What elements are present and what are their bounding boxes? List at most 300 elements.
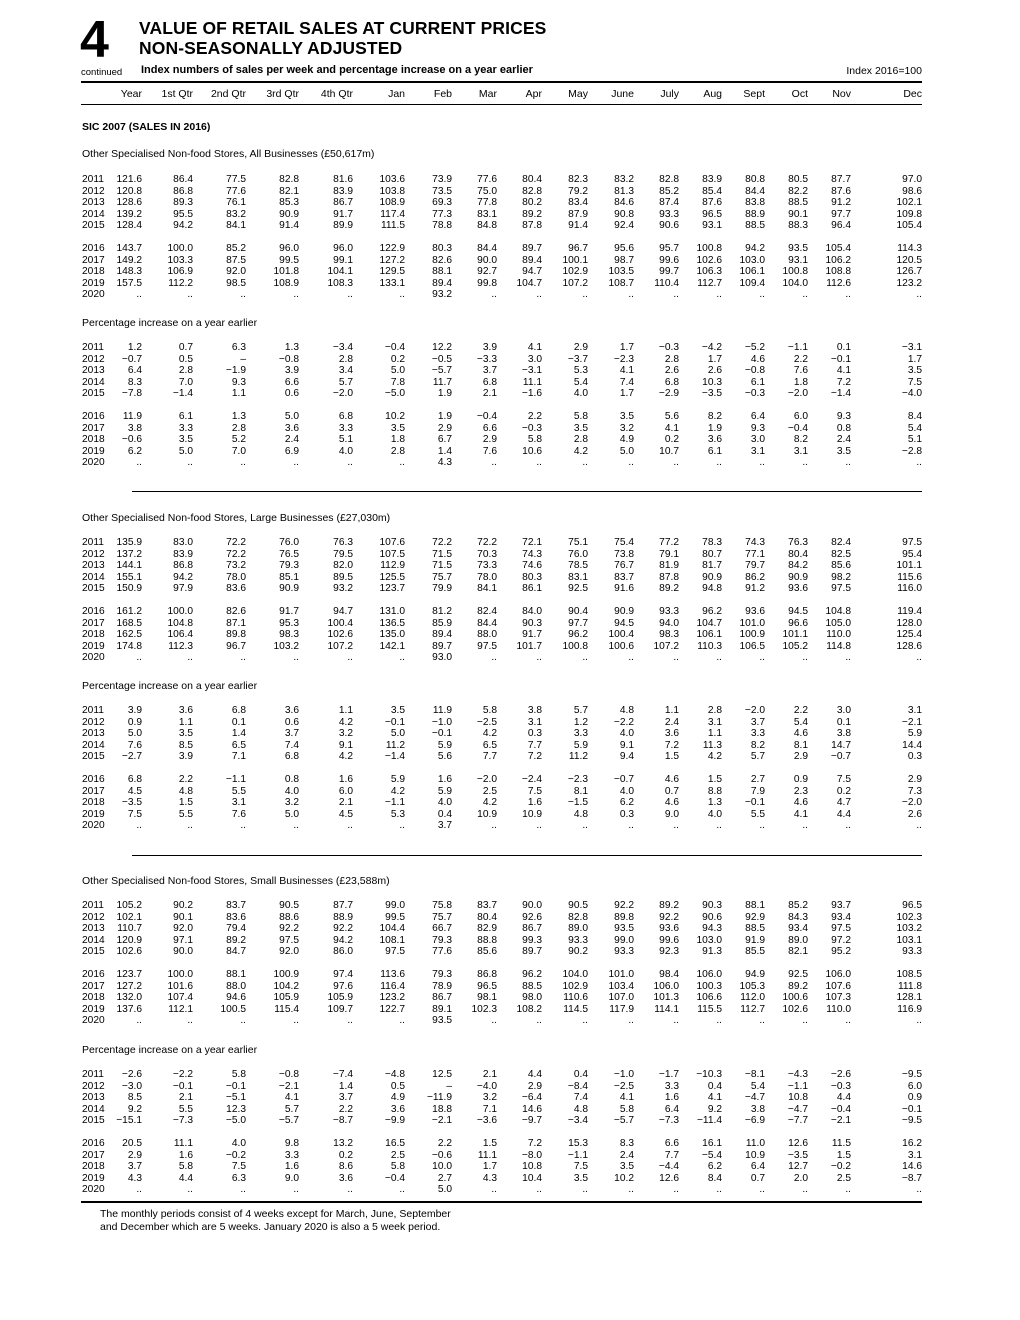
value-cell: −5.2 xyxy=(744,342,765,353)
value-cell: 157.5 xyxy=(116,277,142,289)
value-cell: 1.7 xyxy=(619,388,634,400)
value-cell: 2.2 xyxy=(793,705,808,716)
value-cell: 3.4 xyxy=(338,365,353,377)
value-cell: .. xyxy=(399,1184,405,1196)
value-cell: −5.4 xyxy=(701,1149,722,1161)
value-cell: 86.8 xyxy=(477,968,497,980)
value-cell: −2.0 xyxy=(744,705,765,716)
value-cell: 6.8 xyxy=(338,410,353,422)
value-cell: 112.1 xyxy=(168,1003,193,1015)
value-cell: −0.1 xyxy=(901,1103,922,1115)
value-cell: 96.0 xyxy=(333,242,353,254)
value-cell: 10.0 xyxy=(432,1161,452,1173)
value-cell: 6.4 xyxy=(750,410,765,422)
value-cell: 16.2 xyxy=(902,1137,922,1149)
value-cell: 89.9 xyxy=(333,220,353,232)
value-cell: 78.3 xyxy=(702,537,722,548)
value-cell: 7.3 xyxy=(907,785,922,797)
value-cell: 92.5 xyxy=(568,583,588,595)
value-cell: 7.9 xyxy=(750,785,765,797)
value-cell: −2.2 xyxy=(172,1069,193,1080)
year-cell: 2012 xyxy=(82,548,105,560)
value-cell: 4.0 xyxy=(338,445,353,457)
value-cell: .. xyxy=(399,820,405,832)
value-cell: 1.6 xyxy=(338,773,353,785)
value-cell: −2.7 xyxy=(121,751,142,763)
value-cell: 20.5 xyxy=(122,1137,142,1149)
value-cell: −0.1 xyxy=(431,728,452,740)
value-cell: 86.2 xyxy=(745,571,765,583)
value-cell: .. xyxy=(673,652,679,664)
value-cell: 3.9 xyxy=(482,342,497,353)
value-cell: 1.7 xyxy=(482,1161,497,1173)
value-cell: −3.3 xyxy=(476,353,497,365)
value-cell: 98.2 xyxy=(831,571,851,583)
value-cell: 114.1 xyxy=(654,1003,679,1015)
value-cell: .. xyxy=(759,1015,765,1027)
value-cell: 74.6 xyxy=(522,560,542,572)
value-cell: 7.5 xyxy=(907,376,922,388)
value-cell: 92.0 xyxy=(173,923,193,935)
value-cell: 0.9 xyxy=(127,716,142,728)
value-cell: 8.6 xyxy=(338,1161,353,1173)
column-header: Jan xyxy=(388,88,405,100)
value-cell: −2.9 xyxy=(658,388,679,400)
value-cell: .. xyxy=(491,1184,497,1196)
value-cell: 87.1 xyxy=(226,617,246,629)
value-cell: −4.7 xyxy=(744,1092,765,1104)
value-cell: 71.5 xyxy=(432,548,452,560)
value-cell: 110.4 xyxy=(654,277,679,289)
value-cell: 1.2 xyxy=(127,342,142,353)
value-cell: 116.9 xyxy=(897,1003,922,1015)
column-header: 2nd Qtr xyxy=(210,88,246,100)
value-cell: 96.2 xyxy=(702,605,722,617)
value-cell: 103.5 xyxy=(608,266,634,278)
value-cell: .. xyxy=(628,457,634,469)
section-divider xyxy=(132,855,922,856)
value-cell: 100.5 xyxy=(220,1003,246,1015)
value-cell: 93.2 xyxy=(333,583,353,595)
value-cell: 112.9 xyxy=(380,560,405,572)
value-cell: 98.7 xyxy=(614,254,634,266)
value-cell: −0.6 xyxy=(431,1149,452,1161)
value-cell: .. xyxy=(582,820,588,832)
value-cell: 81.2 xyxy=(432,605,452,617)
value-cell: 82.4 xyxy=(831,537,851,548)
value-cell: 106.5 xyxy=(739,640,765,652)
value-cell: 1.5 xyxy=(836,1149,851,1161)
value-cell: 82.4 xyxy=(477,605,497,617)
column-header: Sept xyxy=(743,88,765,100)
value-cell: 90.3 xyxy=(522,617,542,629)
value-cell: 9.3 xyxy=(750,422,765,434)
value-cell: −5.1 xyxy=(225,1092,246,1104)
value-cell: −3.5 xyxy=(787,1149,808,1161)
value-cell: 128.0 xyxy=(896,617,922,629)
value-cell: 91.2 xyxy=(831,197,851,209)
value-cell: −0.4 xyxy=(384,342,405,353)
value-cell: 4.9 xyxy=(619,434,634,446)
value-cell: −2.3 xyxy=(613,353,634,365)
value-cell: 6.6 xyxy=(482,422,497,434)
value-cell: 83.1 xyxy=(477,208,497,220)
value-cell: 114.5 xyxy=(563,1003,588,1015)
value-cell: 1.4 xyxy=(338,1080,353,1092)
value-cell: 2.3 xyxy=(793,785,808,797)
value-cell: −0.3 xyxy=(521,422,542,434)
value-cell: 4.1 xyxy=(664,422,679,434)
value-cell: 94.8 xyxy=(702,583,722,595)
value-cell: 103.2 xyxy=(273,640,299,652)
value-cell: .. xyxy=(136,652,142,664)
year-cell: 2016 xyxy=(82,773,105,785)
value-cell: 79.4 xyxy=(226,923,246,935)
value-cell: 0.7 xyxy=(178,342,193,353)
value-cell: 3.3 xyxy=(573,728,588,740)
value-cell: 93.5 xyxy=(788,242,808,254)
value-cell: 83.9 xyxy=(333,185,353,197)
value-cell: 83.0 xyxy=(173,537,193,548)
value-cell: 0.6 xyxy=(284,716,299,728)
value-cell: 72.2 xyxy=(226,537,246,548)
value-cell: 120.9 xyxy=(116,934,142,946)
value-cell: 108.2 xyxy=(516,1003,542,1015)
value-cell: 12.2 xyxy=(432,342,452,353)
pct-label-all: Percentage increase on a year earlier xyxy=(82,317,258,329)
value-cell: 100.9 xyxy=(739,629,765,641)
value-cell: 72.2 xyxy=(477,537,497,548)
value-cell: 127.2 xyxy=(116,980,142,992)
value-cell: 0.2 xyxy=(836,785,851,797)
value-cell: 83.2 xyxy=(226,208,246,220)
value-cell: 8.3 xyxy=(127,376,142,388)
value-cell: .. xyxy=(582,289,588,301)
value-cell: 4.6 xyxy=(664,773,679,785)
value-cell: 89.7 xyxy=(522,946,542,958)
value-cell: 92.5 xyxy=(788,968,808,980)
value-cell: −0.8 xyxy=(278,1069,299,1080)
value-cell: .. xyxy=(536,1015,542,1027)
value-cell: 1.3 xyxy=(707,797,722,809)
value-cell: 107.0 xyxy=(608,992,634,1004)
value-cell: 96.5 xyxy=(902,900,922,911)
value-cell: 10.8 xyxy=(788,1092,808,1104)
value-cell: −0.7 xyxy=(613,773,634,785)
value-cell: 98.0 xyxy=(522,992,542,1004)
value-cell: 7.2 xyxy=(527,751,542,763)
value-cell: 11.2 xyxy=(385,739,405,751)
value-cell: 91.3 xyxy=(702,946,722,958)
year-cell: 2011 xyxy=(82,900,104,911)
value-cell: .. xyxy=(673,1015,679,1027)
value-cell: 112.0 xyxy=(740,992,765,1004)
value-cell: 76.3 xyxy=(788,537,808,548)
value-cell: −0.1 xyxy=(172,1080,193,1092)
value-cell: 73.9 xyxy=(432,174,452,185)
value-cell: 1.4 xyxy=(231,728,246,740)
value-cell: .. xyxy=(628,1015,634,1027)
value-cell: 5.8 xyxy=(527,434,542,446)
value-cell: 11.9 xyxy=(432,705,452,716)
value-cell: 16.1 xyxy=(702,1137,722,1149)
value-cell: 3.7 xyxy=(750,716,765,728)
value-cell: 93.6 xyxy=(659,923,679,935)
value-cell: −0.1 xyxy=(830,353,851,365)
value-cell: −9.5 xyxy=(901,1115,922,1127)
value-cell: 100.0 xyxy=(167,605,193,617)
value-cell: 106.2 xyxy=(825,254,851,266)
value-cell: 4.0 xyxy=(707,808,722,820)
value-cell: .. xyxy=(716,457,722,469)
value-cell: 89.1 xyxy=(432,1003,452,1015)
value-cell: 95.5 xyxy=(173,208,193,220)
value-cell: .. xyxy=(759,289,765,301)
year-cell: 2012 xyxy=(82,353,105,365)
value-cell: −0.6 xyxy=(121,434,142,446)
value-cell: 1.7 xyxy=(707,353,722,365)
value-cell: 66.7 xyxy=(432,923,452,935)
value-cell: −2.0 xyxy=(787,388,808,400)
value-cell: 92.6 xyxy=(522,911,542,923)
value-cell: 95.2 xyxy=(831,946,851,958)
value-cell: 89.7 xyxy=(522,242,542,254)
value-cell: 73.8 xyxy=(614,548,634,560)
value-cell: 86.4 xyxy=(173,174,193,185)
value-cell: 75.1 xyxy=(568,537,588,548)
value-cell: 90.0 xyxy=(477,254,497,266)
value-cell: 4.6 xyxy=(750,353,765,365)
value-cell: 82.8 xyxy=(522,185,542,197)
value-cell: 100.4 xyxy=(608,629,634,641)
value-cell: 105.2 xyxy=(116,900,142,911)
value-cell: 104.7 xyxy=(696,617,722,629)
value-cell: 90.2 xyxy=(173,900,193,911)
value-cell: 80.3 xyxy=(432,242,452,254)
value-cell: .. xyxy=(491,1015,497,1027)
value-cell: 4.4 xyxy=(178,1172,193,1184)
value-cell: – xyxy=(240,353,246,365)
value-cell: .. xyxy=(673,457,679,469)
value-cell: 4.6 xyxy=(664,797,679,809)
value-cell: 93.1 xyxy=(702,220,722,232)
value-cell: 5.3 xyxy=(573,365,588,377)
value-cell: 107.4 xyxy=(167,992,193,1004)
value-cell: 79.9 xyxy=(432,583,452,595)
value-cell: 133.1 xyxy=(379,277,405,289)
value-cell: −2.8 xyxy=(901,445,922,457)
value-cell: 86.1 xyxy=(522,583,542,595)
value-cell: 84.4 xyxy=(745,185,765,197)
value-cell: 136.5 xyxy=(379,617,405,629)
value-cell: 135.0 xyxy=(379,629,405,641)
section-title-large: Other Specialised Non-food Stores, Large Businesses (£27,030m) xyxy=(82,512,391,524)
value-cell: 103.3 xyxy=(167,254,193,266)
value-cell: 98.4 xyxy=(659,968,679,980)
value-cell: 90.9 xyxy=(788,571,808,583)
value-cell: 75.7 xyxy=(432,571,452,583)
value-cell: 2.9 xyxy=(482,434,497,446)
value-cell: 90.5 xyxy=(279,900,299,911)
value-cell: 6.2 xyxy=(127,445,142,457)
value-cell: 100.6 xyxy=(782,992,808,1004)
value-cell: 107.2 xyxy=(653,640,679,652)
value-cell: 3.6 xyxy=(284,705,299,716)
value-cell: −8.4 xyxy=(567,1080,588,1092)
value-cell: 4.1 xyxy=(284,1092,299,1104)
value-cell: .. xyxy=(491,652,497,664)
value-cell: 89.4 xyxy=(432,277,452,289)
value-cell: 81.3 xyxy=(614,185,634,197)
value-cell: 116.0 xyxy=(897,583,922,595)
value-cell: 100.9 xyxy=(273,968,299,980)
value-cell: 2.1 xyxy=(482,388,497,400)
value-cell: 90.6 xyxy=(659,220,679,232)
year-cell: 2014 xyxy=(82,934,105,946)
section-divider xyxy=(132,491,922,492)
value-cell: 95.3 xyxy=(279,617,299,629)
value-cell: .. xyxy=(491,289,497,301)
value-cell: 92.2 xyxy=(659,911,679,923)
value-cell: 107.2 xyxy=(327,640,353,652)
value-cell: 99.5 xyxy=(279,254,299,266)
value-cell: 80.4 xyxy=(522,174,542,185)
value-cell: 91.4 xyxy=(279,220,299,232)
value-cell: 80.7 xyxy=(702,548,722,560)
value-cell: 10.9 xyxy=(522,808,542,820)
year-cell: 2017 xyxy=(82,422,105,434)
value-cell: 7.8 xyxy=(390,376,405,388)
value-cell: 4.0 xyxy=(231,1137,246,1149)
pct-label-large: Percentage increase on a year earlier xyxy=(82,680,258,692)
value-cell: 94.2 xyxy=(173,571,193,583)
value-cell: 4.8 xyxy=(573,1103,588,1115)
value-cell: 3.6 xyxy=(178,705,193,716)
value-cell: 10.2 xyxy=(385,410,405,422)
value-cell: 3.7 xyxy=(482,365,497,377)
value-cell: .. xyxy=(491,457,497,469)
value-cell: 93.6 xyxy=(788,583,808,595)
value-cell: 5.9 xyxy=(907,728,922,740)
value-cell: 3.6 xyxy=(284,422,299,434)
value-cell: 106.1 xyxy=(696,629,722,641)
value-cell: .. xyxy=(187,652,193,664)
value-cell: 3.6 xyxy=(338,1172,353,1184)
value-cell: 135.9 xyxy=(116,537,142,548)
value-cell: 94.0 xyxy=(659,617,679,629)
value-cell: 2.9 xyxy=(127,1149,142,1161)
value-cell: 5.0 xyxy=(127,728,142,740)
value-cell: 97.4 xyxy=(333,968,353,980)
value-cell: 120.5 xyxy=(896,254,922,266)
value-cell: 5.3 xyxy=(390,808,405,820)
value-cell: 131.0 xyxy=(379,605,405,617)
value-cell: 105.0 xyxy=(825,617,851,629)
value-cell: 94.6 xyxy=(226,992,246,1004)
value-cell: 8.5 xyxy=(178,739,193,751)
value-cell: .. xyxy=(802,652,808,664)
value-cell: 3.0 xyxy=(527,353,542,365)
value-cell: 1.3 xyxy=(231,410,246,422)
value-cell: 88.8 xyxy=(477,934,497,946)
value-cell: 89.8 xyxy=(226,629,246,641)
value-cell: 98.6 xyxy=(902,185,922,197)
value-cell: 72.2 xyxy=(432,537,452,548)
value-cell: 3.2 xyxy=(619,422,634,434)
year-cell: 2017 xyxy=(82,785,105,797)
value-cell: 88.5 xyxy=(745,220,765,232)
value-cell: 11.1 xyxy=(522,376,542,388)
value-cell: 123.2 xyxy=(379,992,405,1004)
value-cell: 81.9 xyxy=(659,560,679,572)
value-cell: 6.0 xyxy=(793,410,808,422)
value-cell: 82.3 xyxy=(568,174,588,185)
year-cell: 2014 xyxy=(82,376,105,388)
value-cell: .. xyxy=(347,1015,353,1027)
value-cell: 5.2 xyxy=(231,434,246,446)
value-cell: 2.2 xyxy=(793,353,808,365)
year-cell: 2020 xyxy=(82,1184,105,1196)
value-cell: −3.4 xyxy=(567,1115,588,1127)
value-cell: 3.5 xyxy=(573,422,588,434)
value-cell: −1.1 xyxy=(787,342,808,353)
value-cell: 2.6 xyxy=(664,365,679,377)
value-cell: 97.9 xyxy=(173,583,193,595)
value-cell: −0.3 xyxy=(744,388,765,400)
value-cell: −2.0 xyxy=(476,773,497,785)
value-cell: 102.3 xyxy=(471,1003,497,1015)
value-cell: −1.4 xyxy=(384,751,405,763)
value-cell: 89.8 xyxy=(614,911,634,923)
value-cell: 80.4 xyxy=(477,911,497,923)
value-cell: 96.4 xyxy=(831,220,851,232)
value-cell: .. xyxy=(536,1184,542,1196)
value-cell: 1.6 xyxy=(437,773,452,785)
value-cell: 5.5 xyxy=(178,808,193,820)
value-cell: 82.8 xyxy=(659,174,679,185)
value-cell: 101.0 xyxy=(608,968,634,980)
value-cell: 5.5 xyxy=(231,785,246,797)
value-cell: 3.3 xyxy=(284,1149,299,1161)
value-cell: 101.1 xyxy=(896,560,922,572)
value-cell: 3.9 xyxy=(127,705,142,716)
value-cell: 104.1 xyxy=(327,266,353,278)
value-cell: 0.1 xyxy=(231,716,246,728)
value-cell: 109.4 xyxy=(739,277,765,289)
value-cell: 76.1 xyxy=(226,197,246,209)
value-cell: −1.4 xyxy=(172,388,193,400)
value-cell: −1.6 xyxy=(521,388,542,400)
value-cell: −2.1 xyxy=(431,1115,452,1127)
value-cell: 84.4 xyxy=(477,242,497,254)
value-cell: 84.1 xyxy=(226,220,246,232)
value-cell: 85.3 xyxy=(279,197,299,209)
value-cell: 101.6 xyxy=(167,980,193,992)
value-cell: .. xyxy=(536,820,542,832)
value-cell: 10.6 xyxy=(522,445,542,457)
value-cell: −4.2 xyxy=(701,342,722,353)
year-cell: 2011 xyxy=(82,537,104,548)
value-cell: 101.8 xyxy=(273,266,299,278)
value-cell: 100.4 xyxy=(327,617,353,629)
value-cell: 132.0 xyxy=(116,992,142,1004)
year-cell: 2018 xyxy=(82,1161,105,1173)
value-cell: 92.0 xyxy=(226,266,246,278)
value-cell: 76.3 xyxy=(333,537,353,548)
value-cell: −1.1 xyxy=(384,797,405,809)
value-cell: 8.3 xyxy=(619,1137,634,1149)
value-cell: 121.6 xyxy=(116,174,142,185)
